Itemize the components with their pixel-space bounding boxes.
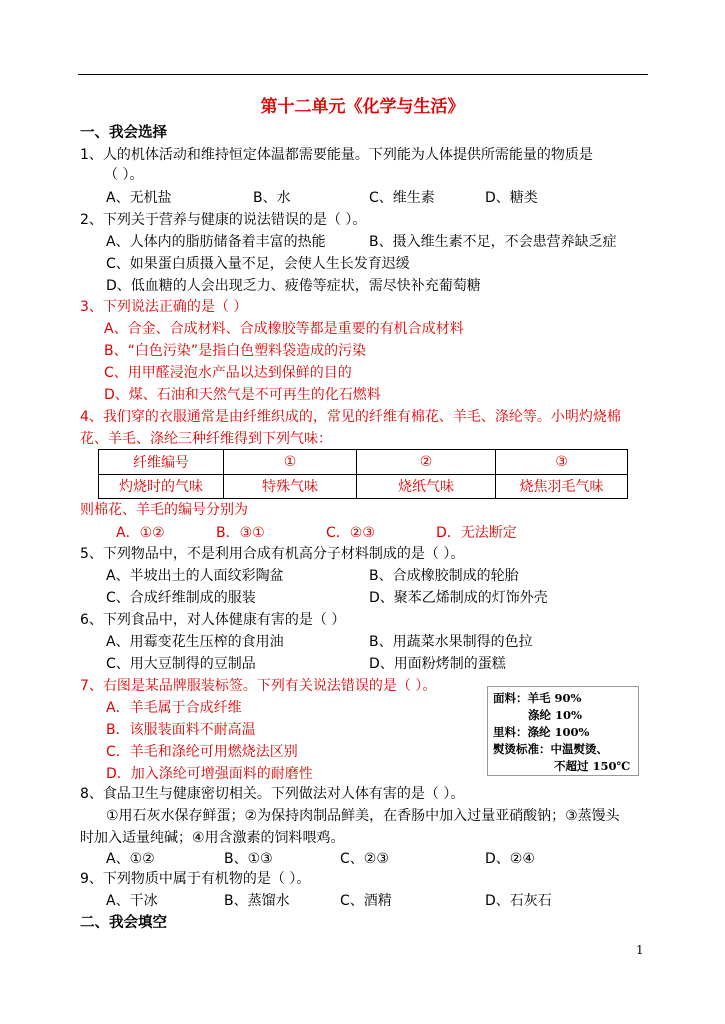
q8-option-d: D、②④: [485, 851, 535, 867]
section-heading-choice: 一、我会选择: [80, 125, 167, 141]
q1-option-c: C、维生素: [369, 190, 435, 206]
q7-option-a: A．羊毛属于合成纤维: [106, 700, 242, 716]
table-cell: ①: [224, 450, 357, 475]
label-line-lining: 里料：涤纶 100%: [493, 725, 590, 739]
table-cell: 烧焦羽毛气味: [496, 474, 628, 499]
label-line-ironing: 熨烫标准：中温熨烫、: [493, 742, 608, 756]
table-cell: 特殊气味: [224, 474, 357, 499]
q4-option-b: B．③①: [216, 525, 265, 541]
q3-stem: 3、下列说法正确的是（ ）: [80, 299, 248, 315]
q2-option-a: A、人体内的脂肪储备着丰富的热能: [106, 234, 326, 250]
q5-option-c: C、合成纤维制成的服装: [106, 590, 256, 606]
q8-stem: 8、食品卫生与健康密切相关。下列做法对人体有害的是（ ）。: [80, 786, 465, 802]
q9-option-a: A、干冰: [106, 893, 158, 909]
q1-option-b: B、水: [253, 190, 291, 206]
q2-stem: 2、下列关于营养与健康的说法错误的是（ ）。: [80, 212, 367, 228]
q8-option-a: A、①②: [106, 851, 155, 867]
q4-stem-cont: 花、羊毛、涤纶三种纤维得到下列气味：: [80, 431, 332, 447]
q3-option-a: A、合金、合成材料、合成橡胶等都是重要的有机合成材料: [104, 321, 464, 337]
q3-option-d: D、煤、石油和天然气是不可再生的化石燃料: [104, 387, 381, 403]
table-cell: ③: [496, 450, 628, 475]
table-row: [99, 474, 628, 499]
q1-stem: 1、人的机体活动和维持恒定体温都需要能量。下列能为人体提供所需能量的物质是: [80, 147, 593, 163]
q5-option-d: D、聚苯乙烯制成的灯饰外壳: [369, 590, 548, 606]
q6-stem: 6、下列食品中，对人体健康有害的是（ ）: [80, 612, 346, 628]
q7-stem: 7、右图是某品牌服装标签。下列有关说法错误的是（ ）。: [80, 678, 437, 694]
q2-option-d: D、低血糖的人会出现乏力、疲倦等症状，需尽快补充葡萄糖: [106, 278, 481, 294]
table-cell: 灼烧时的气味: [99, 474, 224, 499]
q1-option-d: D、糖类: [485, 190, 538, 206]
q9-option-d: D、石灰石: [485, 893, 552, 909]
q7-option-c: C．羊毛和涤纶可用燃烧法区别: [106, 744, 298, 760]
q1-option-a: A、无机盐: [106, 190, 172, 206]
q3-option-c: C、用甲醛浸泡水产品以达到保鲜的目的: [104, 365, 352, 381]
q4-option-a: A．①②: [116, 525, 165, 541]
q9-option-c: C、酒精: [340, 893, 392, 909]
header-rule: [78, 74, 648, 75]
q5-stem: 5、下列物品中，不是利用合成有机高分子材料制成的是（ ）。: [80, 546, 465, 562]
q6-option-a: A、用霉变花生压榨的食用油: [106, 634, 284, 650]
q8-option-b: B、①③: [224, 851, 273, 867]
label-line-polyester: 涤纶 10%: [528, 708, 582, 722]
q5-option-b: B、合成橡胶制成的轮胎: [369, 568, 519, 584]
q6-option-c: C、用大豆制得的豆制品: [106, 656, 256, 672]
table-cell: ②: [357, 450, 496, 475]
q2-option-b: B、摄入维生素不足，不会患营养缺乏症: [369, 234, 617, 250]
q6-option-d: D、用面粉烤制的蛋糕: [369, 656, 506, 672]
fiber-odor-table: [98, 449, 628, 499]
q4-after-table: 则棉花、羊毛的编号分别为: [80, 502, 248, 518]
q6-option-b: B、用蔬菜水果制得的色拉: [369, 634, 533, 650]
table-row: [99, 450, 628, 475]
q8-stem-cont: ①用石灰水保存鲜蛋；②为保持肉制品鲜美，在香肠中加入过量亚硝酸钠；③蒸馒头: [106, 808, 620, 824]
section-heading-fill: 二、我会填空: [80, 915, 167, 931]
table-cell: 纤维编号: [99, 450, 224, 475]
page-title: 第十二单元《化学与生活》: [260, 97, 465, 117]
q4-option-c: C．②③: [326, 525, 375, 541]
q4-stem: 4、我们穿的衣服通常是由纤维织成的，常见的纤维有棉花、羊毛、涤纶等。小明灼烧棉: [80, 409, 621, 425]
q3-option-b: B、“白色污染”是指白色塑料袋造成的污染: [104, 343, 367, 359]
table-cell: 烧纸气味: [357, 474, 496, 499]
q8-stem-cont2: 时加入适量纯碱；④用含激素的饲料喂鸡。: [80, 830, 345, 846]
q2-option-c: C、如果蛋白质摄入量不足，会使人生长发育迟缓: [106, 256, 410, 272]
q1-stem-cont: （ ）。: [104, 167, 144, 183]
page-number: 1: [636, 943, 644, 957]
q9-stem: 9、下列物质中属于有机物的是（ ）。: [80, 871, 311, 887]
label-line-temperature: 不超过 150℃: [554, 759, 631, 773]
q7-option-d: D．加入涤纶可增强面料的耐磨性: [106, 766, 313, 782]
q9-option-b: B、蒸馏水: [224, 893, 290, 909]
q5-option-a: A、半坡出土的人面纹彩陶盆: [106, 568, 284, 584]
q8-option-c: C、②③: [340, 851, 389, 867]
q7-option-b: B．该服装面料不耐高温: [106, 722, 256, 738]
clothing-label-image: [487, 686, 639, 776]
label-line-fabric: 面料：羊毛 90%: [493, 691, 582, 705]
q4-option-d: D．无法断定: [436, 525, 517, 541]
